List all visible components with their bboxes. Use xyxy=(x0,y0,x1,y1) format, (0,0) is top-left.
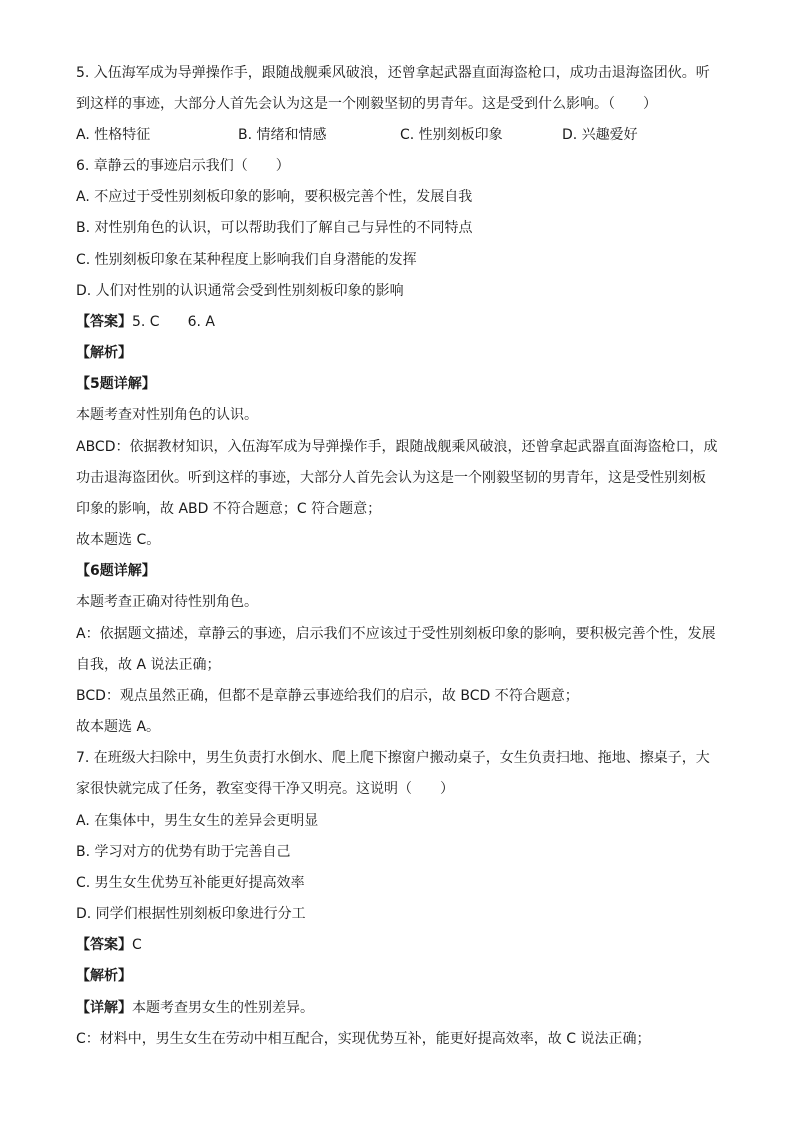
analysis-label: 【解析】 xyxy=(76,345,132,361)
answer-label: 【答案】 xyxy=(76,314,132,330)
q5-stem-line2: 到这样的事迹，大部分人首先会认为这是一个刚毅坚韧的男青年。这是受到什么影响。（ ） xyxy=(76,96,657,112)
analysis-7-label: 【解析】 xyxy=(76,968,132,984)
answer-7 xyxy=(76,935,142,955)
detail-6-label: 【6题详解】 xyxy=(76,563,156,579)
detail-5-label: 【5题详解】 xyxy=(76,376,156,392)
detail-7-line1 xyxy=(76,998,314,1018)
detail-5-line1: 本题考查对性别角色的认识。 xyxy=(76,407,258,423)
q5-option-d: D. 兴趣爱好 xyxy=(562,127,638,143)
q5-stem-line1: 5. 入伍海军成为导弹操作手，跟随战舰乘风破浪，还曾拿起武器直面海盗枪口，成功击退海盗团伙。听 xyxy=(76,65,710,81)
q6-option-d: D. 人们对性别的认识通常会受到性别刻板印象的影响 xyxy=(76,283,404,299)
answer-7-value: C xyxy=(132,937,142,953)
detail-6-line4: BCD：观点虽然正确，但都不是章静云事迹给我们的启示，故 BCD 不符合题意； xyxy=(76,688,579,704)
q7-stem-line2: 家很快就完成了任务，教室变得干净又明亮。这说明（ ） xyxy=(76,781,454,797)
q5-option-b: B. 情绪和情感 xyxy=(238,127,327,143)
detail-5-line4: 印象的影响，故 ABD 不符合题意；C 符合题意； xyxy=(76,501,382,517)
detail-5-line5: 故本题选 C。 xyxy=(76,532,161,548)
detail-5-line3: 功击退海盗团伙。听到这样的事迹，大部分人首先会认为这是一个刚毅坚韧的男青年，这是受性别刻板 xyxy=(76,470,706,486)
q7-option-c: C. 男生女生优势互补能更好提高效率 xyxy=(76,875,305,891)
detail-6-line1: 本题考查正确对待性别角色。 xyxy=(76,594,258,610)
detail-6-line2: A：依据题文描述，章静云的事迹，启示我们不应该过于受性别刻板印象的影响，要积极完善个性，发展 xyxy=(76,626,716,642)
q7-option-d: D. 同学们根据性别刻板印象进行分工 xyxy=(76,906,306,922)
detail-5-line2: ABCD：依据教材知识，入伍海军成为导弹操作手，跟随战舰乘风破浪，还曾拿起武器直面海盗枪口，成 xyxy=(76,439,718,455)
answer-5-6 xyxy=(76,312,215,332)
detail-6-line5: 故本题选 A。 xyxy=(76,719,161,735)
q7-option-b: B. 学习对方的优势有助于完善自己 xyxy=(76,844,291,860)
detail-7-label: 【详解】 xyxy=(76,1000,132,1016)
q6-option-a: A. 不应过于受性别刻板印象的影响，要积极完善个性，发展自我 xyxy=(76,189,473,205)
q7-stem-line1: 7. 在班级大扫除中，男生负责打水倒水、爬上爬下擦窗户搬动桌子，女生负责扫地、拖地、擦桌子，大 xyxy=(76,750,710,766)
q5-option-c: C. 性别刻板印象 xyxy=(400,127,503,143)
detail-6-line3: 自我，故 A 说法正确； xyxy=(76,657,221,673)
q7-option-a: A. 在集体中，男生女生的差异会更明显 xyxy=(76,813,319,829)
detail-7-line2: C：材料中，男生女生在劳动中相互配合，实现优势互补，能更好提高效率，故 C 说法正确； xyxy=(76,1031,651,1047)
detail-7-text: 本题考查男女生的性别差异。 xyxy=(132,1000,314,1016)
q5-option-a: A. 性格特征 xyxy=(76,127,151,143)
answer-7-label: 【答案】 xyxy=(76,937,132,953)
q6-stem: 6. 章静云的事迹启示我们（ ） xyxy=(76,158,290,174)
q6-option-b: B. 对性别角色的认识，可以帮助我们了解自己与异性的不同特点 xyxy=(76,220,473,236)
q6-option-c: C. 性别刻板印象在某种程度上影响我们自身潜能的发挥 xyxy=(76,252,417,268)
answer-value: 5. C 6. A xyxy=(132,314,215,330)
